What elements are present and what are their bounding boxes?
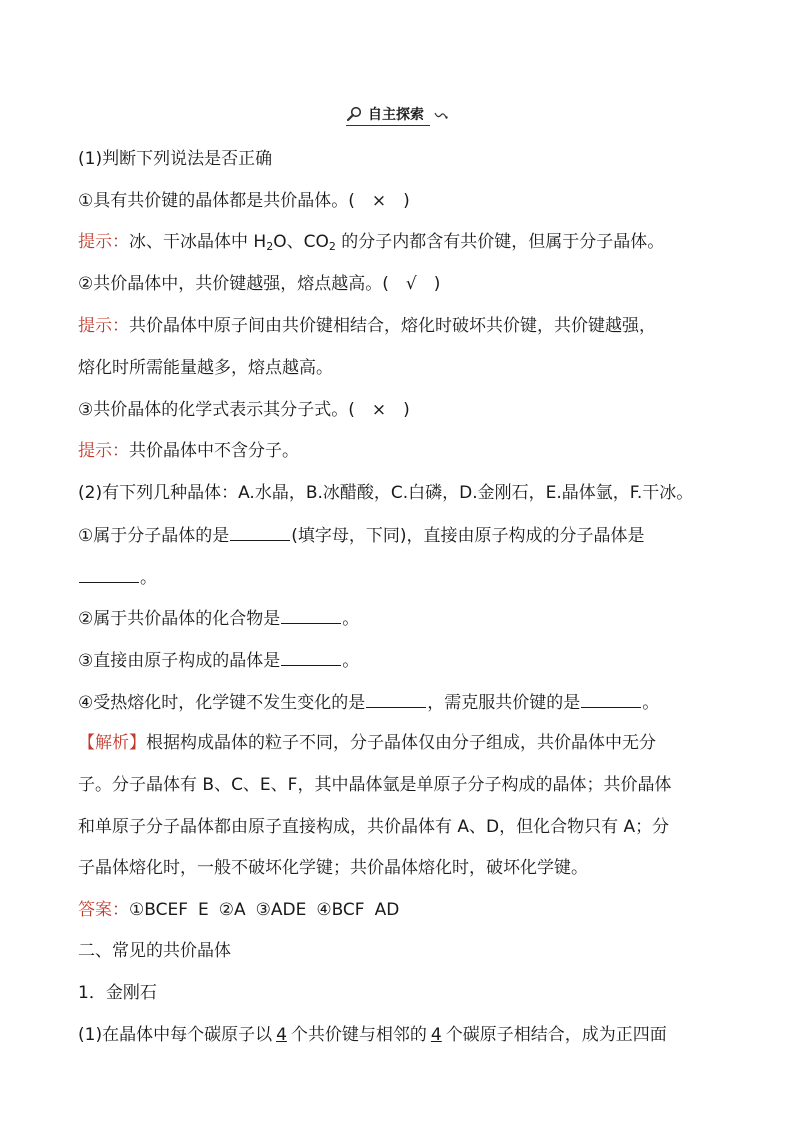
q2-item-1-cont [78,566,738,589]
hint-label: 提示： [78,441,129,461]
q1-statement-3: ③共价晶体的化学式表示其分子式。( × ) [78,400,410,420]
header-title: 自主探索 [368,107,424,123]
answer-label: 答案： [78,900,129,920]
q1-statement-2: ②共价晶体中，共价键越强，熔点越高。( √ ) [78,274,441,294]
item-text: ④受热熔化时，化学键不发生变化的是 [78,693,366,713]
item-text: ③直接由原子构成的晶体是 [78,651,281,671]
hint-text: 共价晶体中不含分子。 [129,441,299,461]
para-text: (1)在晶体中每个碳原子以 [78,1025,273,1045]
answer-line [78,899,738,921]
analysis-line-1 [78,732,738,754]
q1-hint-2-cont: 熔化时所需能量越多，熔点越高。 [78,358,333,378]
q1-statement-1: ①具有共价键的晶体都是共价晶体。( × ) [78,191,410,211]
answer-blank[interactable] [281,649,341,666]
q1-hint-3 [78,440,738,462]
hint-text-part: 的分子内都含有共价键，但属于分子晶体。 [335,232,665,252]
hint-label: 提示： [78,232,129,252]
item-text: (填字母，下同)，直接由原子构成的分子晶体是 [291,526,645,546]
answer-item: AD [374,900,400,920]
item-text: ①属于分子晶体的是 [78,526,230,546]
answer-item: ②A [218,900,246,920]
answer-item: ③ADE [255,900,307,920]
hint-text: 共价晶体中原子间由共价键相结合，熔化时破坏共价键，共价键越强， [129,316,656,336]
para-text: 个碳原子相结合，成为正四面 [445,1025,667,1045]
swirl-ornament-icon [434,109,448,121]
q1-hint-1 [78,231,738,258]
q1-title: (1)判断下列说法是否正确 [78,149,273,169]
analysis-line-2: 子。分子晶体有 B、C、E、F，其中晶体氩是单原子分子构成的晶体；共价晶体 [78,775,672,795]
item-text: 。 [642,693,660,713]
analysis-line-4: 子晶体熔化时，一般不破坏化学键；共价晶体熔化时，破坏化学键。 [78,858,588,878]
item-text: 。 [342,609,360,629]
q2-title: (2)有下列几种晶体：A.水晶，B.冰醋酸，C.白磷，D.金刚石，E.晶体氩，F.干冰。 [78,483,694,503]
answer-item: E [198,900,209,920]
answer-blank[interactable] [281,607,341,624]
q1-hint-2 [78,315,738,337]
hint-label: 提示： [78,316,129,336]
item-text: ②属于共价晶体的化合物是 [78,609,281,629]
section2-subtitle: 1．金刚石 [78,983,157,1003]
answer-blank[interactable] [79,566,139,583]
q2-item-1 [78,524,738,547]
subscript: 2 [328,240,336,253]
answer-blank[interactable] [581,691,641,708]
analysis-label: 【解析】 [78,733,146,753]
answer-item: ①BCEF [129,900,188,920]
subscript: 2 [266,240,274,253]
underlined-answer: 4 [430,1025,442,1045]
hint-text-part: O、CO [273,232,329,252]
hint-text-part: 冰、干冰晶体中 H [129,232,267,252]
answer-blank[interactable] [230,524,290,541]
answer-item: ④BCF [316,900,365,920]
para-text: 个共价键与相邻的 [290,1025,427,1045]
magnifier-icon [346,106,362,122]
item-text: 。 [342,651,360,671]
analysis-text: 根据构成晶体的粒子不同，分子晶体仅由分子组成，共价晶体中无分 [146,733,656,753]
answer-blank[interactable] [366,691,426,708]
section2-paragraph-1 [78,1024,738,1046]
item-text: ，需克服共价键的是 [427,693,581,713]
item-text: 。 [140,568,157,588]
q2-item-3 [78,649,738,672]
q2-item-4 [78,691,738,714]
q2-item-2 [78,607,738,630]
underlined-answer: 4 [276,1025,287,1045]
section-header [0,104,794,126]
section2-title: 二、常见的共价晶体 [78,941,231,961]
analysis-line-3: 和单原子分子晶体都由原子直接构成，共价晶体有 A、D，但化合物只有 A；分 [78,817,670,837]
